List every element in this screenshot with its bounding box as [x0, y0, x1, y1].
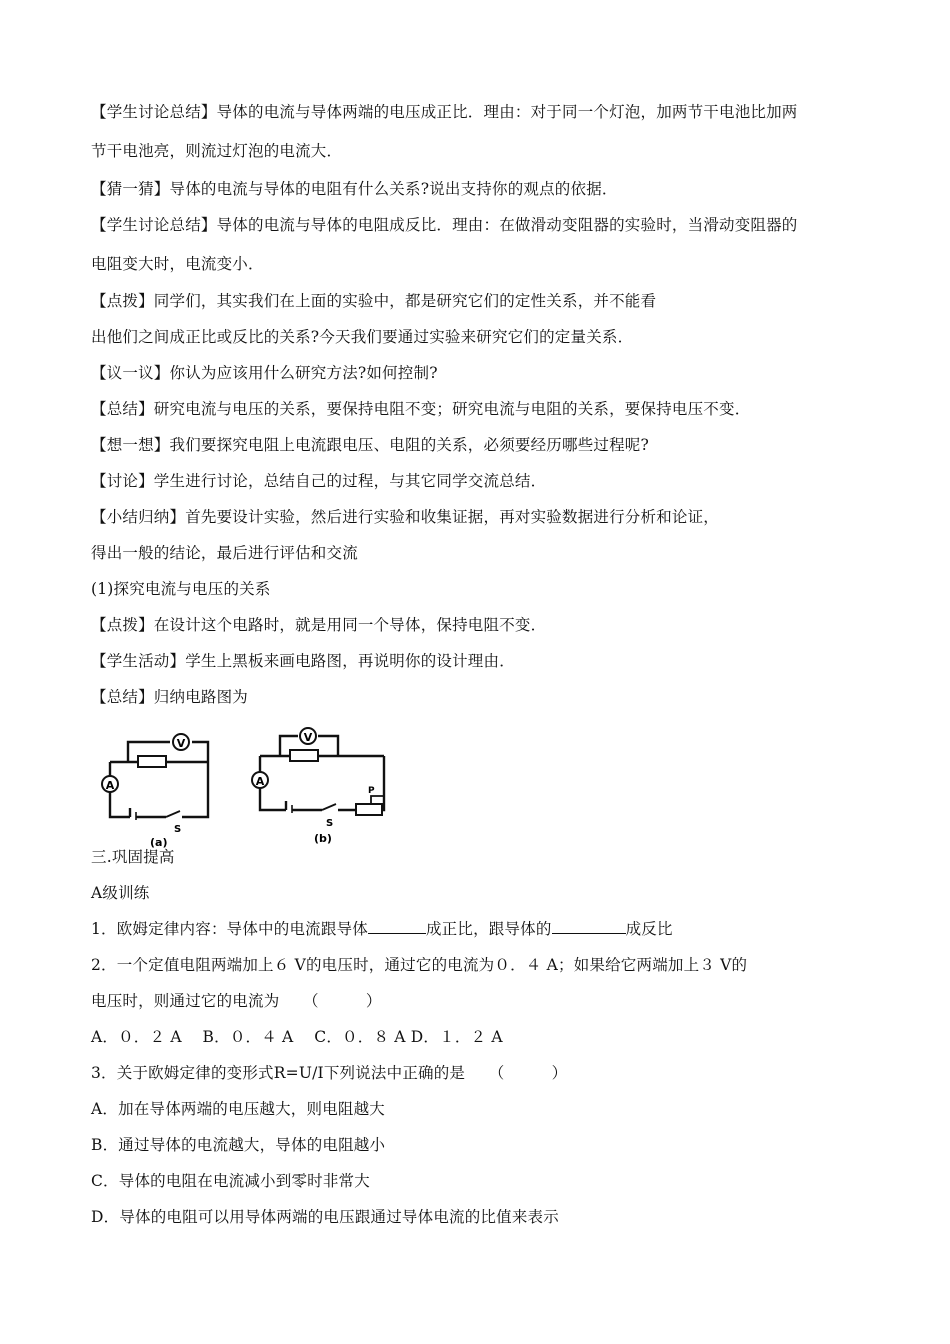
text-line: 得出一般的结论，最后进行评估和交流: [91, 544, 358, 562]
q1-blank-1[interactable]: [368, 919, 426, 934]
question-3-option-d: D．导体的电阻可以用导体两端的电压跟通过导体电流的比值来表示: [91, 1208, 559, 1226]
voltmeter-label-a: V: [176, 737, 186, 750]
text-line: 【学生讨论总结】导体的电流与导体两端的电压成正比．理由：对于同一个灯泡，加两节干电池比加两: [91, 103, 798, 121]
text-line: 电阻变大时，电流变小．: [91, 255, 264, 273]
circuit-b: [252, 728, 384, 815]
q1-suffix: 成反比: [625, 920, 673, 938]
text-line: 【总结】研究电流与电压的关系，要保持电阻不变；研究电流与电阻的关系，要保持电压不变．: [91, 400, 751, 418]
text-line: 【总结】归纳电路图为: [91, 688, 249, 706]
text-line: 【讨论】学生进行讨论，总结自己的过程，与其它同学交流总结．: [91, 472, 547, 490]
switch-label-a: S: [174, 824, 182, 835]
question-2-line-2: 电压时，则通过它的电流为 （ ）: [91, 992, 382, 1010]
q1-blank-2[interactable]: [552, 919, 626, 934]
voltmeter-label-b: V: [303, 731, 313, 744]
question-2-options: A．０．２ A B．０．４ A C．０．８ A D．１．２ A: [91, 1028, 503, 1046]
text-line: 【学生讨论总结】导体的电流与导体的电阻成反比．理由：在做滑动变阻器的实验时，当滑动变阻器的: [91, 216, 798, 234]
slider-label-b: P: [368, 786, 375, 796]
caption-a: (a): [150, 836, 168, 849]
text-line: 【猜一猜】导体的电流与导体的电阻有什么关系?说出支持你的观点的依据．: [91, 180, 618, 198]
circuit-diagrams: [88, 722, 408, 850]
ammeter-label-b: A: [255, 775, 265, 788]
circuit-a: [102, 734, 208, 820]
question-3-option-a: A．加在导体两端的电压越大，则电阻越大: [91, 1100, 385, 1118]
q1-prefix: 1．欧姆定律内容：导体中的电流跟导体: [91, 920, 368, 938]
text-line: 出他们之间成正比或反比的关系?今天我们要通过实验来研究它们的定量关系．: [91, 328, 634, 346]
text-line: 【议一议】你认为应该用什么研究方法?如何控制?: [91, 364, 438, 382]
text-line: 【点拨】同学们，其实我们在上面的实验中，都是研究它们的定性关系，并不能看: [91, 292, 657, 310]
section-title: 三.巩固提高: [91, 848, 175, 866]
question-2-line-1: 2．一个定值电阻两端加上６ V的电压时，通过它的电流为０．４ A；如果给它两端加上３ V的: [91, 956, 748, 974]
text-line: 【学生活动】学生上黑板来画电路图，再说明你的设计理由．: [91, 652, 515, 670]
question-3-stem: 3．关于欧姆定律的变形式R=U/I下列说法中正确的是 （ ）: [91, 1064, 568, 1082]
q1-middle: 成正比，跟导体的: [425, 920, 552, 938]
text-line: (1)探究电流与电压的关系: [91, 580, 271, 598]
caption-b: (b): [314, 832, 332, 845]
question-1: [91, 919, 673, 939]
text-line: 节干电池亮，则流过灯泡的电流大．: [91, 142, 343, 160]
text-line: 【小结归纳】首先要设计实验，然后进行实验和收集证据，再对实验数据进行分析和论证，: [91, 508, 720, 526]
switch-label-b: S: [326, 818, 334, 829]
question-3-option-b: B．通过导体的电流越大，导体的电阻越小: [91, 1136, 386, 1154]
question-3-option-c: C．导体的电阻在电流减小到零时非常大: [91, 1172, 370, 1190]
level-title: A级训练: [91, 884, 150, 902]
ammeter-label-a: A: [105, 779, 115, 792]
text-line: 【点拨】在设计这个电路时，就是用同一个导体，保持电阻不变．: [91, 616, 547, 634]
text-line: 【想一想】我们要探究电阻上电流跟电压、电阻的关系，必须要经历哪些过程呢?: [91, 436, 650, 454]
